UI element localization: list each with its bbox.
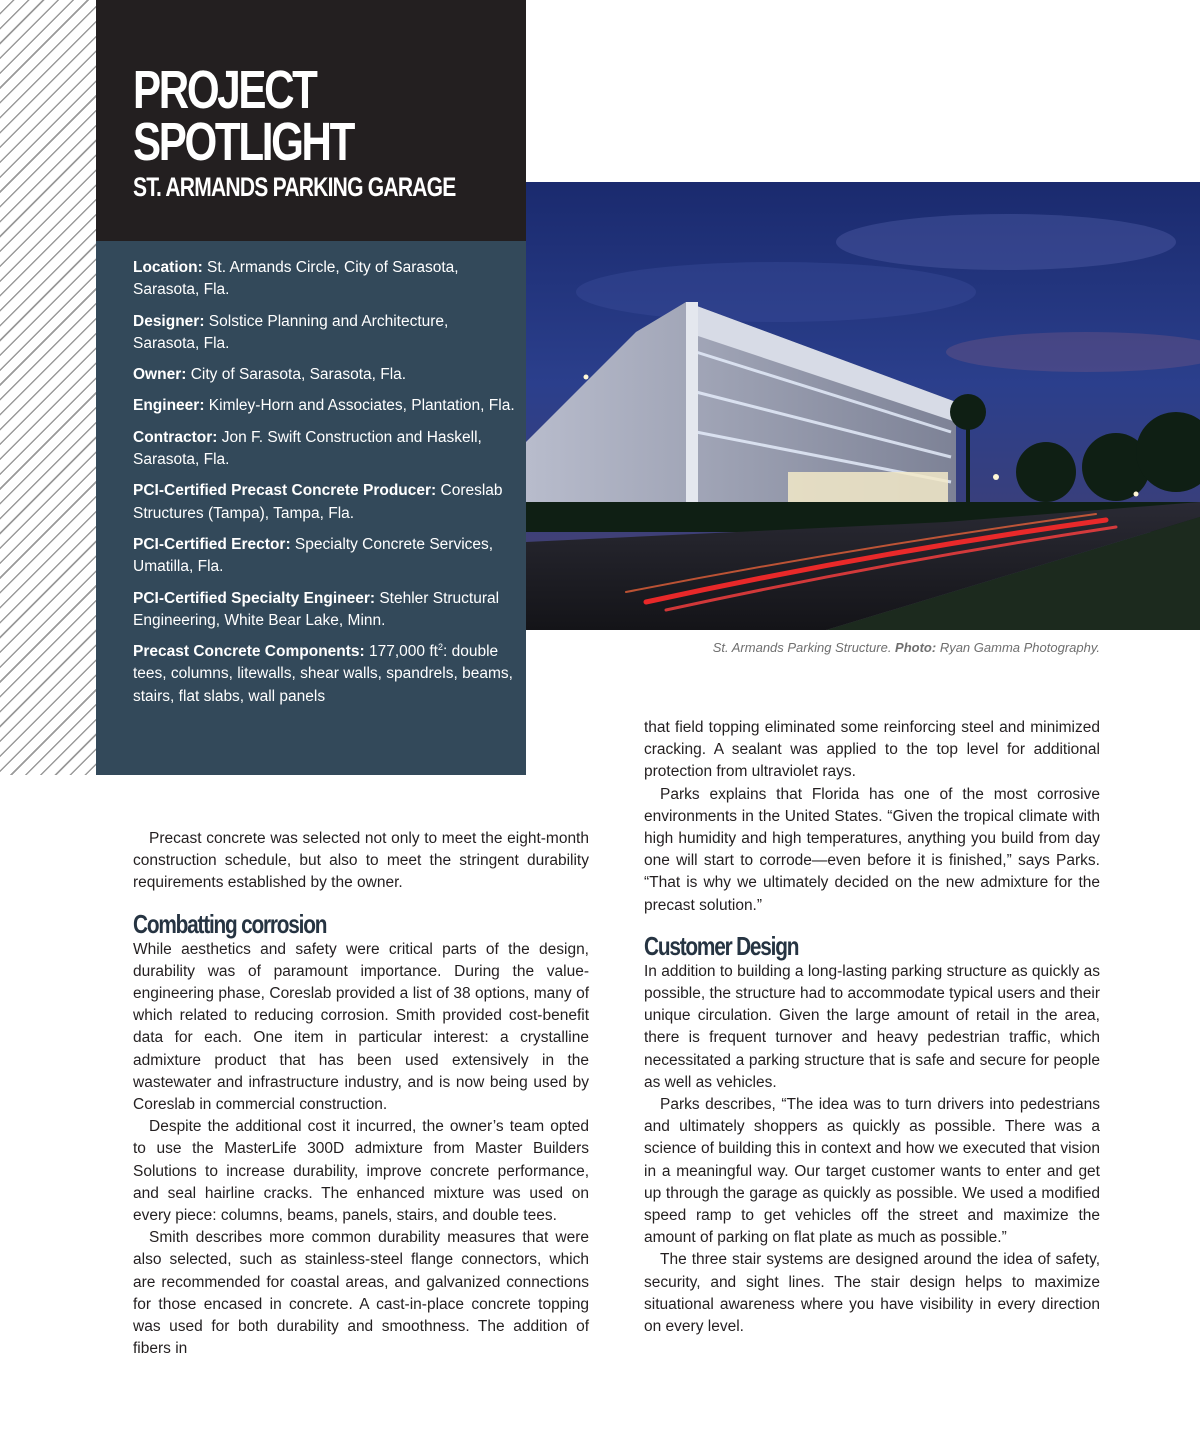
fact-specialty-engineer — [133, 588, 518, 633]
parking-garage-photo — [526, 182, 1200, 630]
paragraph: In addition to building a long-lasting parking structure as quickly as possible, the structure had to accommodate typical users and their unique circulation. Given the large amount of retail in the area, there is frequent turnover and heavy pedestrian traffic, which necessitated a parking structure that is safe and secure for people as well as vehicles. — [644, 962, 1100, 1091]
fact-label: Designer: — [133, 312, 205, 330]
caption-text: St. Armands Parking Structure. — [712, 640, 896, 655]
paragraph: Precast concrete was selected not only to meet the eight-month construction schedule, but also to meet the stringent durability requirements established by the owner. — [133, 830, 589, 892]
page-title — [133, 60, 353, 172]
caption-credit: Ryan Gamma Photography. — [936, 640, 1100, 655]
fact-value: Solstice Planning and Architecture, Sarasota, Fla. — [133, 312, 449, 352]
spacer — [133, 895, 589, 909]
project-facts-box — [96, 241, 526, 775]
photo-caption — [713, 640, 1100, 655]
fact-label: Location: — [133, 259, 203, 276]
hatch-decoration — [0, 0, 96, 775]
fact-value: Coreslab Structures (Tampa), Tampa, Fla. — [133, 482, 503, 522]
spacer — [644, 917, 1100, 931]
fact-label: Owner: — [133, 366, 187, 384]
section-heading-customer-design: Customer Design — [644, 930, 799, 961]
paragraph: While aesthetics and safety were critical parts of the design, durability was of paramount importance. During the value-engineering phase, Coreslab provided a list of 38 options, many of which related to reducing corrosion. Smith provided cost-benefit data for each. One item in particular interest: a crystalline admixture product that has been used extensively in the wastewater and infrastructure industry, and is now being used by Coreslab in commercial construction. — [133, 940, 589, 1114]
fact-value: Specialty Concrete Services, Umatilla, Fla. — [133, 535, 494, 576]
fact-owner — [133, 364, 518, 386]
fact-contractor — [133, 427, 518, 472]
kicker-line-2: SPOTLIGHT — [133, 112, 353, 172]
article-column-right — [644, 717, 1100, 1338]
fact-label: Engineer: — [133, 397, 205, 415]
fact-designer — [133, 311, 518, 356]
spotlight-header — [96, 0, 526, 241]
paragraph: Despite the additional cost it incurred, the owner’s team opted to use the MasterLife 300D admixture from Master Builders Solutions to increase durability, improve concrete performance, and seal hairline cracks. The enhanced mixture was used on every piece: columns, beams, panels, stairs, and double tees. — [133, 1118, 589, 1225]
fact-label: Contractor: — [133, 428, 218, 446]
paragraph: Smith describes more common durability measures that were also selected, such as stainless-steel flange connectors, which are recommended for coastal areas, and galvanized connections for those encased in concrete. A cast-in-place concrete topping was used for both durability and smoothness. The addition of fibers in — [133, 1229, 589, 1358]
fact-value: Jon F. Swift Construction and Haskell, Sarasota, Fla. — [133, 428, 482, 469]
fact-engineer — [133, 395, 518, 417]
section-heading-combatting-corrosion: Combatting corrosion — [133, 908, 327, 939]
fact-components — [133, 641, 518, 708]
fact-label: PCI-Certified Precast Concrete Producer: — [133, 482, 437, 500]
photo-illustration — [526, 182, 1200, 630]
paragraph: Parks explains that Florida has one of the most corrosive environments in the United States. “Given the tropical climate with high humidity and high temperatures, anything you build from day one will start to corrode—even before it is finished,” says Parks. “That is why we ultimately decided on the new admixture for the precast solution.” — [644, 785, 1100, 914]
project-subtitle: ST. ARMANDS PARKING GARAGE — [133, 172, 456, 202]
superscript: 2 — [437, 642, 443, 652]
paragraph: Parks describes, “The idea was to turn drivers into pedestrians and ultimately shoppers as quickly as possible. There was a science of building this in context and how we executed that vision in a meaningful way. Our target customer wants to enter and get up through the garage as quickly as possible. We used a modified speed ramp to get vehicles off the street and maximize the amount of parking on flat plate as much as possible.” — [644, 1096, 1100, 1247]
paragraph: that field topping eliminated some reinforcing steel and minimized cracking. A sealant was applied to the top level for additional protection from ultraviolet rays. — [644, 719, 1100, 781]
fact-erector — [133, 534, 518, 579]
kicker-line-1: PROJECT — [133, 60, 316, 120]
paragraph: The three stair systems are designed around the idea of safety, security, and sight lines. The stair design helps to maximize situational awareness where you have visibility in every direction on every level. — [644, 1251, 1100, 1336]
fact-value: Stehler Structural Engineering, White Bear Lake, Minn. — [133, 589, 500, 629]
caption-label: Photo: — [895, 640, 937, 655]
article-column-left — [133, 828, 589, 1360]
fact-value: St. Armands Circle, City of Sarasota, Sarasota, Fla. — [133, 259, 459, 299]
fact-label: Precast Concrete Components: — [133, 643, 365, 661]
fact-value: 177,000 ft — [364, 643, 438, 661]
fact-value-cont: : double tees, columns, litewalls, shear walls, spandrels, beams, stairs, flat slabs, wall panels — [133, 643, 513, 705]
fact-producer — [133, 480, 518, 525]
project-facts-list — [133, 257, 518, 717]
fact-label: PCI-Certified Specialty Engineer: — [133, 589, 376, 607]
fact-location — [133, 257, 518, 302]
fact-label: PCI-Certified Erector: — [133, 535, 291, 553]
fact-value: Kimley-Horn and Associates, Plantation, Fla. — [204, 397, 515, 415]
fact-value: City of Sarasota, Sarasota, Fla. — [186, 366, 407, 384]
